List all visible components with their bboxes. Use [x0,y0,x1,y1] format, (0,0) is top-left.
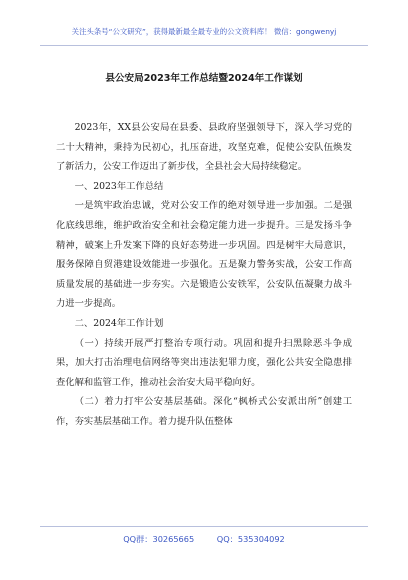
section-heading-summary: 一、2023年工作总结 [74,180,164,192]
footer-qq: QQ：535304092 [216,534,285,544]
plan-paragraph-2: （二）着力打牢公安基层基础。深化“枫桥式公安派出所”创建工作，夯实基层基础工作。着力提升队伍整体 [56,396,352,427]
section-heading-plan: 二、2024年工作计划 [74,317,164,329]
header-divider [40,45,368,46]
summary-paragraph: 一是筑牢政治忠诚，党对公安工作的绝对领导进一步加强。二是强化底线思维，维护政治安全和社会稳定能力进一步提升。三是发扬斗争精神，破案上升发案下降的良好态势进一步巩固。四是树牢大局意识，服务保障自贸港建设效能进一步强化。五是聚力警务实战，公安工作高质量发展的基础进一步夯实。六是锻造公安铁军，公安队伍凝聚力战斗力进一步提高。 [56,200,352,310]
document-title: 县公安局2023年工作总结暨2024年工作谋划 [105,73,303,84]
document-body [56,118,352,432]
intro-paragraph: 2023年，XX县公安局在县委、县政府坚强领导下，深入学习党的二十大精神，秉持为民初心，扎压奋进，攻坚克难，促使公安队伍焕发了新活力，公安工作迈出了新步伐，全县社会大局持续稳定。 [56,122,352,173]
footer-contact [0,534,408,545]
plan-paragraph-1: （一）持续开展严打整治专项行动。巩固和提升扫黑除恶斗争成果，加大打击治理电信网络等突出违法犯罪力度，强化公共安全隐患排查化解和监管工作，推动社会治安大局平稳向好。 [56,337,352,388]
footer-qq-group: QQ群：30265665 [123,534,195,544]
header-note: 关注头条号“公文研究”，获得最新最全最专业的公文资料库！ 微信：gongwenyj [71,27,337,36]
footer-divider [40,526,368,527]
